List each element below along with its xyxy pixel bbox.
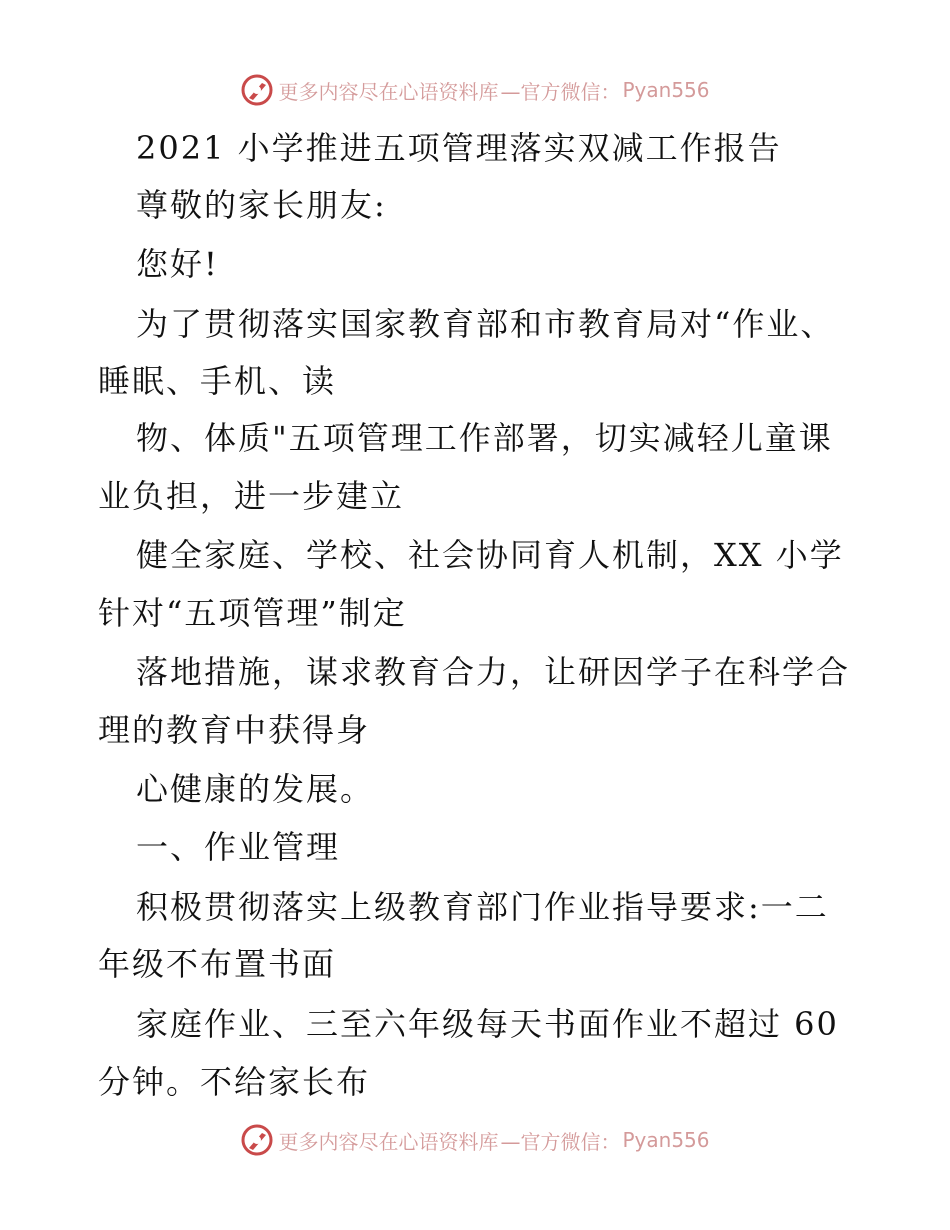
paragraph-line: 健全家庭、学校、社会协同育人机制，XX 小学 bbox=[136, 536, 844, 574]
salutation: 尊敬的家长朋友: bbox=[136, 186, 387, 224]
greeting: 您好! bbox=[136, 245, 219, 283]
pen-logo-icon bbox=[240, 73, 274, 107]
paragraph-line: 年级不布置书面 bbox=[98, 945, 337, 983]
watermark-wechat-id: Pyan556 bbox=[622, 1128, 710, 1152]
watermark-text: 更多内容尽在心语资料库 bbox=[278, 1129, 499, 1154]
watermark-separator: —官方微信： bbox=[500, 1129, 621, 1154]
paragraph-line: 分钟。不给家长布 bbox=[98, 1063, 371, 1101]
watermark-header bbox=[0, 70, 950, 110]
paragraph-line: 理的教育中获得身 bbox=[98, 711, 371, 749]
document-title: 2021 小学推进五项管理落实双减工作报告 bbox=[136, 129, 782, 167]
watermark-text: 更多内容尽在心语资料库 bbox=[278, 79, 499, 104]
section-heading: 一、作业管理 bbox=[136, 828, 341, 866]
watermark-footer bbox=[0, 1120, 950, 1160]
paragraph-line: 心健康的发展。 bbox=[136, 770, 375, 808]
watermark-separator: —官方微信： bbox=[500, 79, 621, 104]
paragraph-line: 为了贯彻落实国家教育部和市教育局对“作业、 bbox=[136, 305, 835, 343]
paragraph-line: 睡眠、手机、读 bbox=[98, 362, 337, 400]
paragraph-line: 物、体质"五项管理工作部署，切实减轻儿童课 bbox=[136, 419, 833, 457]
paragraph-line: 业负担，进一步建立 bbox=[98, 477, 405, 515]
paragraph-line: 家庭作业、三至六年级每天书面作业不超过 60 bbox=[136, 1005, 839, 1043]
paragraph-line: 针对“五项管理”制定 bbox=[98, 594, 407, 632]
paragraph-line: 落地措施，谋求教育合力，让研因学子在科学合 bbox=[136, 653, 851, 691]
pen-logo-icon bbox=[240, 1123, 274, 1157]
watermark-wechat-id: Pyan556 bbox=[622, 78, 710, 102]
paragraph-line: 积极贯彻落实上级教育部门作业指导要求:一二 bbox=[136, 888, 829, 926]
